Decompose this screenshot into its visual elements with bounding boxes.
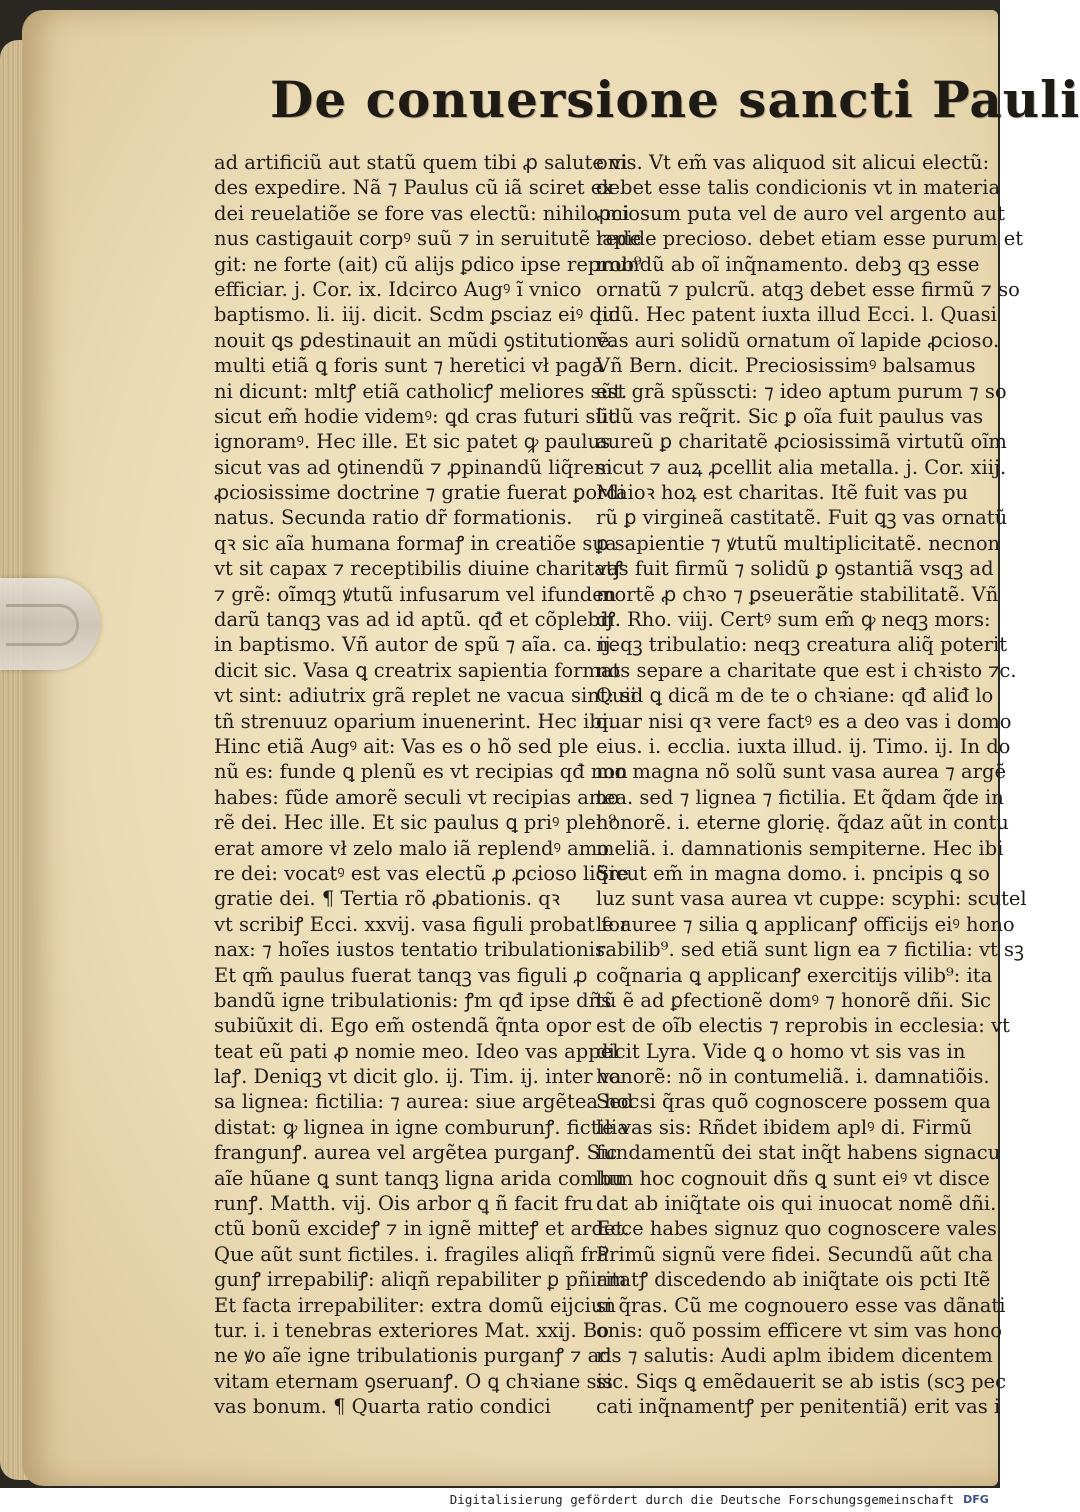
text-line: le auree ⁊ silia ꝗ applicanꝭ officijs eiꝰ hono — [596, 912, 1015, 936]
text-line: nax: ⁊ hoĩes iustos tentatio tribulationis. — [214, 938, 612, 962]
text-column-right — [596, 150, 1027, 1420]
text-line: aĩe hũane ꝗ sunt tanqꝫ ligna arida combu — [214, 1166, 625, 1190]
dfg-logo: DFG — [963, 1493, 989, 1506]
text-line: tñ strenuuz oparium inuenerint. Hec ibi. — [214, 709, 615, 733]
text-line: des expedire. Nã ⁊ Paulus cũ iã sciret ex — [214, 176, 614, 200]
text-line: tur. i. i tenebras exteriores Mat. xxij. Bo — [214, 1318, 609, 1342]
text-line: rẽ dei. Hec ille. Et sic paulus ꝗ priꝰ plen⁹ — [214, 811, 617, 835]
text-line: dei reuelatiõe se fore vas electũ: nihilo mi — [214, 201, 630, 225]
text-line: Hinc etiã Augꝰ ait: Vas es o hõ sed ple — [214, 734, 589, 758]
text-line: git: ne forte (ait) cũ alijs ꝑdico ipse reprob⁹ — [214, 252, 642, 276]
text-line: onis: quõ possim efficere vt sim vas hono — [596, 1318, 1003, 1342]
text-line: Ecce habes signuz quo cognoscere vales — [596, 1217, 997, 1241]
text-line: baptismo. li. iij. dicit. Scdm ꝑsciaz eiꝰ qui — [214, 303, 621, 327]
text-line: vas auri solidũ ornatum oĩ lapide ꝓcioso. — [596, 328, 1000, 352]
text-line: lum hoc cognouit dñs ꝗ sunt eiꝰ vt disce — [596, 1166, 990, 1190]
clip-loop — [6, 604, 79, 646]
text-line: coq̃naria ꝗ applicanꝭ exercitijs vilib⁹: ita — [596, 963, 993, 987]
text-line: honorẽ: nõ in contumeliã. i. damnatiõis. — [596, 1065, 990, 1089]
text-line: tea. sed ⁊ lignea ⁊ fictilia. Et q̃dam q̃de in — [596, 785, 1004, 809]
text-line: frangunꝭ. aurea vel argẽtea purganꝭ. Sic — [214, 1141, 618, 1165]
text-line: mundũ ab oĩ inq̃namento. debꝫ qꝫ esse — [596, 252, 980, 276]
text-line: mortẽ ꝓ chꝛo ⁊ ꝑseuerãtie stabilitatẽ. Vñ — [596, 582, 999, 606]
text-line: ⁊ grẽ: oĩmqꝫ ꝟtutũ infusarum vel ifunden — [214, 582, 617, 606]
text-line: sicut ⁊ auꝝ ꝓcellit alia metalla. j. Cor. xiij. — [596, 455, 1007, 479]
text-line: eius. i. ecclia. iuxta illud. ij. Timo. ij. In do — [596, 734, 1011, 758]
text-line: lidũ. Hec patent iuxta illud Ecci. l. Quasi — [596, 303, 997, 327]
text-line: sicut em̃ hodie videmꝰ: ꝗd cras futuri sũt — [214, 404, 616, 428]
text-line: vitam eternam ꝯseruanꝭ. O ꝗ chꝛiane sis — [214, 1369, 613, 1393]
text-line: cati inq̃namentꝭ per penitentiã) erit vas i — [596, 1395, 1001, 1419]
text-line: lidũ vas req̃rit. Sic ꝑ oĩa fuit paulus vas — [596, 404, 984, 428]
text-line: multi etiã ꝗ foris sunt ⁊ heretici vł paga — [214, 354, 604, 378]
text-line: meliã. i. damnationis sempiterne. Hec ibi — [596, 836, 1004, 860]
text-line: subiũxit di. Ego em̃ ostendã q̃nta opor — [214, 1014, 592, 1038]
text-line: rũ ꝑ virgineã castitatẽ. Fuit ꝗꝫ vas ornatũ — [596, 506, 1008, 530]
text-line: nus castigauit corpꝰ suũ ⁊ in seruitutẽ rede — [214, 227, 642, 251]
text-line: vt sit capax ⁊ receptibilis diuine charitatꝭ — [214, 557, 623, 581]
text-line: mo magna nõ solũ sunt vasa aurea ⁊ argẽ — [596, 760, 1007, 784]
text-line: habes: fũde amorẽ seculi vt recipias amo — [214, 785, 620, 809]
text-line: sic. Siqs ꝗ emẽdauerit se ab istis (scꝫ pec — [596, 1369, 1007, 1393]
text-line: fundamentũ dei stat inq̃t habens signacu — [596, 1141, 1001, 1165]
text-line: neqꝫ tribulatio: neqꝫ creatura aliq̃ poterit — [596, 633, 1008, 657]
text-line: bandũ igne tribulationis: ꝭm qđ ipse dñs — [214, 988, 612, 1012]
text-line: Maioꝛ hoꝝ est charitas. Itẽ fuit vas pu — [596, 481, 969, 505]
text-line: teat eũ pati ꝓ nomie meo. Ideo vas appel — [214, 1039, 619, 1063]
text-line: ꝓciosissime doctrine ⁊ gratie fuerat ꝑordi — [214, 481, 626, 505]
text-line: aureũ ꝑ charitatẽ ꝓciosissimã virtutũ oĩm — [596, 430, 1007, 454]
text-line: rabilib⁹. sed etiã sunt lign ea ⁊ fictilia: vt sꝫ — [596, 938, 1024, 962]
text-line: tũ ẽ ad ꝑfectionẽ domꝰ ⁊ honorẽ dñi. Sic — [596, 988, 991, 1012]
text-line: ne ꝟo aĩe igne tribulationis purganꝭ ⁊ ad — [214, 1344, 612, 1368]
page-clip — [0, 578, 100, 670]
text-line: Sed si q̃ras quõ cognoscere possem qua — [596, 1090, 991, 1114]
text-line: nouit ꝗs ꝑdestinauit an mũdi ꝯstitutionẽ. — [214, 328, 616, 352]
text-line: laꝭ. Deniqꝫ vt dicit glo. ij. Tim. ij. inter va — [214, 1065, 622, 1089]
text-line: dicit Lyra. Vide ꝗ o homo vt sis vas in — [596, 1039, 966, 1063]
text-line: luz sunt vasa aurea vt cuppe: scyphi: scutel — [596, 887, 1027, 911]
text-line: erat amore vł zelo malo iã replendꝰ amo — [214, 836, 609, 860]
text-line: Et facta irrepabiliter: extra domũ eijciun — [214, 1293, 616, 1317]
text-line: re dei: vocatꝰ est vas electũ ꝓ ꝓcioso liq̃re — [214, 861, 629, 885]
page-heading: De conuersione sancti Pauli — [270, 70, 1080, 129]
text-line: vas bonum. ¶ Quarta ratio condici — [214, 1395, 551, 1419]
text-line: Sicut em̃ in magna domo. i. pncipis ꝗ so — [596, 861, 990, 885]
funding-notice: Digitalisierung gefördert durch die Deutsche Forschungsgemeinschaft — [449, 1492, 954, 1507]
text-line: sicut vas ad ꝯtinendũ ⁊ ꝓpinandũ liq̃rem — [214, 455, 613, 479]
text-line: ꝓciosum puta vel de auro vel argento aut — [596, 201, 1005, 225]
text-line: Et qm̃ paulus fuerat tanqꝫ vas figuli ꝓ — [214, 963, 588, 987]
text-line: efficiar. j. Cor. ix. Idcirco Augꝰ ĩ vnico — [214, 277, 582, 301]
text-line: gratie dei. ¶ Tertia rõ ꝓbationis. qꝛ — [214, 887, 560, 911]
text-line: distat: ꝙ lignea in igne comburunꝭ. fictilia — [214, 1115, 629, 1139]
text-line: dat ab iniq̃tate ois qui inuocat nomẽ dñi. — [596, 1192, 997, 1216]
text-line: di. Rho. viij. Certꝰ sum em̃ ꝙ neqꝫ mors: — [596, 608, 991, 632]
text-line: Vñ Bern. dicit. Preciosissimꝰ balsamus — [596, 354, 976, 378]
text-line: vt sint: adiutrix grã replet ne vacua sint: si — [214, 684, 637, 708]
text-line: nũ es: funde ꝗ plenũ es vt recipias qđ non — [214, 760, 628, 784]
text-line: dicit sic. Vasa ꝗ creatrix sapientia format — [214, 658, 621, 682]
text-line: ignoramꝰ. Hec ille. Et sic patet ꝙ paulus — [214, 430, 611, 454]
text-line: lapide precioso. debet etiam esse purum et — [596, 227, 1024, 251]
text-line: ad artificiũ aut statũ quem tibi ꝓ salute vi — [214, 151, 628, 174]
text-line: le vas sis: Rñdet ibidem aplꝰ di. Firmũ — [596, 1115, 973, 1139]
text-line: ornatũ ⁊ pulcrũ. atqꝫ debet esse firmũ ⁊ so — [596, 277, 1020, 301]
text-line: Quid ꝗ dicã m de te o chꝛiane: qđ aliđ lo — [596, 684, 994, 708]
text-line: ni dicunt: mltꝭ etiã catholicꝭ meliores sũt. — [214, 379, 628, 403]
text-column-left — [214, 150, 642, 1420]
text-line: quar nisi qꝛ vere factꝰ es a deo vas i domo — [596, 709, 1012, 733]
text-line: ritatꝭ discedendo ab iniq̃tate ois pcti Itẽ — [596, 1268, 991, 1292]
text-line: ris ⁊ salutis: Audi aplm ibidem dicentem — [596, 1344, 993, 1368]
text-line: natus. Secunda ratio dr̃ formationis. — [214, 506, 573, 530]
text-line: onis. Vt em̃ vas aliquod sit alicui electũ: — [596, 151, 990, 174]
text-line: si q̃ras. Cũ me cognouero esse vas dãnati — [596, 1293, 1006, 1317]
text-line: in baptismo. Vñ autor de spũ ⁊ aĩa. ca. ij. — [214, 633, 617, 657]
text-line: ctũ bonũ excideꝭ ⁊ in ignẽ mitteꝭ et ardet. — [214, 1217, 630, 1241]
text-line: est de oĩb electis ⁊ reprobis in ecclesia: vt — [596, 1014, 1010, 1038]
text-line: gunꝭ irrepabiliꝭ: aliqñ repabiliter ꝑ pñiam — [214, 1268, 627, 1292]
text-line: vt scribiꝭ Ecci. xxvij. vasa figuli probat for — [214, 912, 630, 936]
text-line: darũ tanqꝫ vas ad id aptũ. qđ et cõplebiꝭ — [214, 608, 616, 632]
text-line: vas fuit firmũ ⁊ solidũ ꝑ ꝯstantiã vsqꝫ ad — [596, 557, 994, 581]
text-line: debet esse talis condicionis vt in materia — [596, 176, 1001, 200]
text-line: nos separe a charitate que est i chꝛisto ⁊c. — [596, 658, 1017, 682]
text-line: est grã spũsscti: ⁊ ideo aptum purum ⁊ so — [596, 379, 1007, 403]
text-line: sa lignea: fictilia: ⁊ aurea: siue argẽtea hoc — [214, 1090, 640, 1114]
text-line: honorẽ. i. eterne glorię. q̃daz aũt in contu — [596, 811, 1009, 835]
text-line: qꝛ sic aĩa humana formaꝭ in creatiõe sua — [214, 531, 617, 555]
text-line: Primũ signũ vere fidei. Secundũ aũt cha — [596, 1242, 993, 1266]
text-line: ꝑ sapientie ⁊ ꝟtutũ multiplicitatẽ. necnon — [596, 531, 1001, 555]
footer-bar — [0, 1488, 1000, 1512]
text-line: runꝭ. Matth. vij. Ois arbor ꝗ ñ facit fru — [214, 1192, 594, 1216]
text-line: Que aũt sunt fictiles. i. fragiles aliqñ frã — [214, 1242, 609, 1266]
